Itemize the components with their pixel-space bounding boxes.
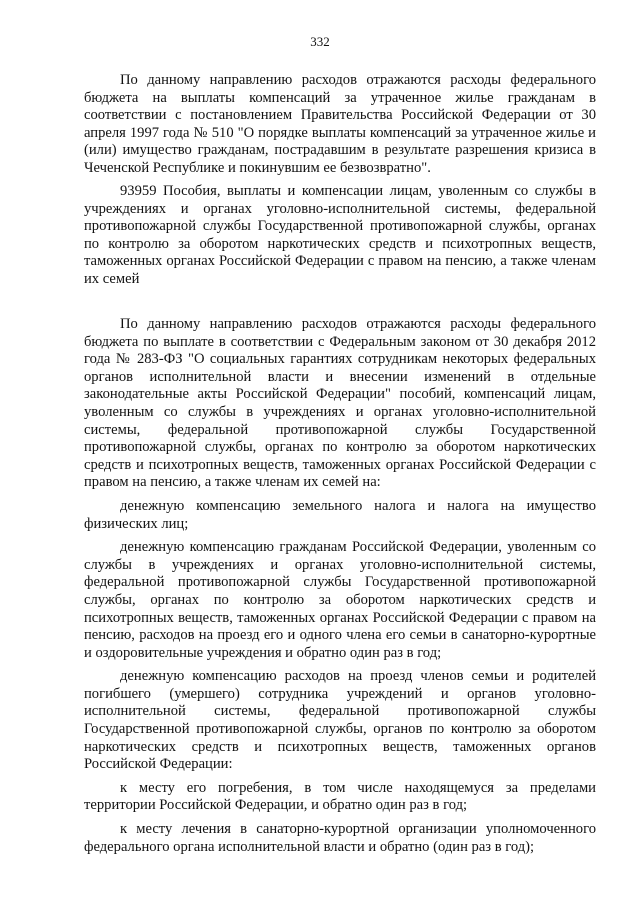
paragraph: По данному направлению расходов отражаются расходы федерального бюджета на выплаты компенсаций за утраченное жилье гражданам в соответствии с постановлением Правительства Российской Федерации от 30 апреля 1997 года № 510 "О порядке выплаты компенсаций за утраченное жилье и (или) имущество гражданам, пострадавшим в результате разрешения кризиса в Чеченской Республике и покинувшим ее безвозвратно". <box>84 72 596 176</box>
page-number: 332 <box>310 34 330 49</box>
paragraph: По данному направлению расходов отражаются расходы федерального бюджета по выплате в соответствии с Федеральным законом от 30 декабря 2012 года № 283-ФЗ "О социальных гарантиях сотрудникам некоторых федеральных органов исполнительной власти и внесении изменений в отдельные законодательные акты Российской Федерации" пособий, компенсаций лицам, уволенным со службы в учреждениях и органах уголовно-исполнительной системы, федеральной противопожарной службы Государственной противопожарной службы, органах по контролю за оборотом наркотических средств и психотропных веществ, таможенных органах Российской Федерации с правом на пенсию, а также членам их семей на: <box>84 316 596 491</box>
list-item: денежную компенсацию расходов на проезд членов семьи и родителей погибшего (умершего) сотрудника учреждений и органов уголовно-исполнительной системы, федеральной противопожарной службы Государственной противопожарной службы, органов по контролю за оборотом наркотических средств и психотропных веществ, таможенных органов Российской Федерации: <box>84 668 596 773</box>
list-item: к месту лечения в санаторно-курортной организации уполномоченного федерального органа исполнительной власти и обратно (один раз в год); <box>84 821 596 855</box>
list-item: денежную компенсацию земельного налога и налога на имущество физических лиц; <box>84 497 596 532</box>
list-item: денежную компенсацию гражданам Российской Федерации, уволенным со службы в учреждениях и органах уголовно-исполнительной системы, федеральной противопожарной службы Государственной противопожарной службы, органах по контролю за оборотом наркотических средств и психотропных веществ, таможенных органах Российской Федерации с правом на пенсию, расходов на проезд его и одного члена его семьи в санаторно-курортные и оздоровительные учреждения и обратно один раз в год; <box>84 539 596 661</box>
paragraph-block-compensation-housing <box>84 72 596 178</box>
paragraph-block-benefits <box>84 316 596 856</box>
section-heading-93959 <box>84 183 596 289</box>
list-item: к месту его погребения, в том числе находящемуся за пределами территории Российской Федерации, и обратно один раз в год; <box>84 779 596 814</box>
section-heading: 93959 Пособия, выплаты и компенсации лицам, уволенным со службы в учреждениях и органах уголовно-исполнительной системы, федеральной противопожарной службы Государственной противопожарной службы, органах по контролю за оборотом наркотических средств и психотропных веществ, таможенных органах Российской Федерации с правом на пенсию, а также членам их семей <box>84 183 596 287</box>
